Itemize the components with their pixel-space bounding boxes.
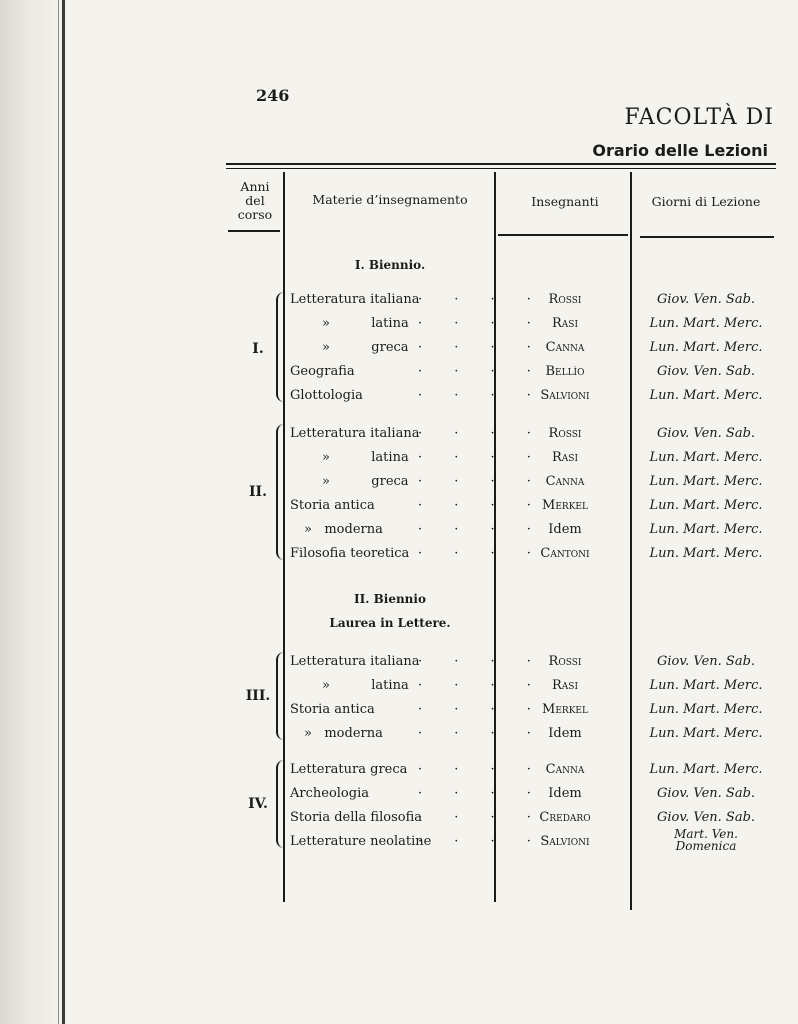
- subject-cell: » latina: [322, 678, 409, 693]
- section-laurea: Laurea in Lettere.: [329, 616, 451, 630]
- leader-dots: · · · ·: [418, 292, 545, 307]
- teacher-cell: Rasi: [551, 678, 578, 693]
- days-line-1: Mart. Ven.: [674, 827, 738, 841]
- leader-dots: · · · ·: [418, 654, 545, 669]
- subject-cell: Filosofia teoretica: [290, 546, 410, 561]
- subject-cell: Geografia: [290, 364, 355, 379]
- days-cell: Lun. Mart. Merc.: [649, 726, 763, 741]
- days-cell: Giov. Ven. Sab.: [656, 786, 756, 801]
- subject-cell: » latina: [322, 316, 409, 331]
- subject-cell: Letteratura greca: [290, 762, 408, 777]
- teacher-cell: Salvioni: [540, 834, 590, 849]
- table-row: [0, 474, 798, 496]
- leader-dots: · · · ·: [418, 364, 545, 379]
- leader-dots: · · · ·: [418, 316, 545, 331]
- days-cell: Giov. Ven. Sab.: [656, 654, 756, 669]
- subject-cell: Storia antica: [290, 498, 375, 513]
- leader-dots: · · · ·: [418, 726, 545, 741]
- teacher-cell: Idem: [548, 522, 582, 537]
- days-cell: Lun. Mart. Merc.: [649, 702, 763, 717]
- days-cell: Lun. Mart. Merc.: [649, 388, 763, 403]
- header-rule-days: [640, 236, 774, 238]
- header-rule-teacher: [498, 234, 628, 236]
- subject-cell: Glottologia: [290, 388, 363, 403]
- year-label-2: II.: [249, 484, 267, 500]
- leader-dots: · · · ·: [418, 522, 545, 537]
- subject-cell: » greca: [322, 474, 409, 489]
- days-cell: Giov. Ven. Sab.: [656, 810, 756, 825]
- subject-cell: » moderna: [304, 726, 383, 741]
- year-label-3: III.: [245, 688, 271, 704]
- teacher-cell: Salvioni: [540, 388, 590, 403]
- days-cell: Lun. Mart. Merc.: [649, 762, 763, 777]
- teacher-cell: Bellìo: [545, 364, 585, 379]
- teacher-cell: Idem: [548, 786, 582, 801]
- section-biennio-1: I. Biennio.: [354, 258, 426, 272]
- teacher-cell: Rossi: [548, 426, 582, 441]
- table-row: [0, 654, 798, 676]
- days-cell: Giov. Ven. Sab.: [656, 364, 756, 379]
- days-cell: [636, 828, 776, 852]
- table-row: [0, 364, 798, 386]
- table-row: [0, 316, 798, 338]
- leader-dots: · · · ·: [418, 678, 545, 693]
- days-cell: Lun. Mart. Merc.: [649, 522, 763, 537]
- teacher-cell: Canna: [545, 762, 585, 777]
- teacher-cell: Rasi: [551, 450, 578, 465]
- teacher-cell: Canna: [545, 340, 585, 355]
- teacher-cell: Merkel: [542, 702, 588, 717]
- leader-dots: · · · ·: [418, 546, 545, 561]
- table-row: [0, 702, 798, 724]
- teacher-cell: Canna: [545, 474, 585, 489]
- subject-cell: Letteratura italiana: [290, 654, 420, 669]
- teacher-cell: Credaro: [539, 810, 591, 825]
- teacher-cell: Cantoni: [540, 546, 590, 561]
- table-row: [0, 726, 798, 748]
- leader-dots: · · · ·: [418, 450, 545, 465]
- subject-cell: » latina: [322, 450, 409, 465]
- page-subtitle: Orario delle Lezioni: [592, 141, 768, 160]
- header-rule-year: [228, 230, 280, 232]
- subject-cell: Storia antica: [290, 702, 375, 717]
- leader-dots: · · · ·: [418, 498, 545, 513]
- table-row: [0, 827, 798, 856]
- table-row: [0, 786, 798, 808]
- table-row: [0, 522, 798, 544]
- teacher-cell: Rasi: [551, 316, 578, 331]
- header-year: Anni del corso: [237, 179, 273, 222]
- header-teacher: Insegnanti: [531, 194, 599, 209]
- days-cell: Lun. Mart. Merc.: [649, 678, 763, 693]
- leader-dots: · · · ·: [418, 340, 545, 355]
- leader-dots: · · · ·: [418, 426, 545, 441]
- header-days: Giorni di Lezione: [651, 194, 761, 209]
- days-cell: Giov. Ven. Sab.: [656, 426, 756, 441]
- top-rule-thick: [226, 163, 776, 165]
- days-cell: Lun. Mart. Merc.: [649, 450, 763, 465]
- teacher-cell: Merkel: [542, 498, 588, 513]
- table-row: [0, 546, 798, 568]
- leader-dots: · · · ·: [418, 474, 545, 489]
- header-subject: Materie d’insegnamento: [312, 192, 468, 207]
- year-label-1: I.: [252, 341, 264, 357]
- days-cell: Lun. Mart. Merc.: [649, 498, 763, 513]
- year-label-4: IV.: [248, 796, 268, 812]
- table-row: [0, 762, 798, 784]
- days-cell: Lun. Mart. Merc.: [649, 340, 763, 355]
- top-rule-thin: [226, 168, 776, 169]
- section-biennio-2: II. Biennio: [354, 592, 426, 606]
- subject-cell: Letterature neolatine: [290, 834, 432, 849]
- leader-dots: · · · ·: [418, 388, 545, 403]
- table-row: [0, 340, 798, 362]
- days-line-2: Domenica: [675, 839, 737, 853]
- subject-cell: Storia della filosofia: [290, 810, 422, 825]
- page-title: FACOLTÀ DI: [624, 105, 774, 130]
- table-row: [0, 292, 798, 314]
- leader-dots: · · · ·: [418, 810, 545, 825]
- leader-dots: · · · ·: [418, 786, 545, 801]
- days-cell: Lun. Mart. Merc.: [649, 546, 763, 561]
- table-row: [0, 388, 798, 410]
- table-row: [0, 426, 798, 448]
- days-cell: Giov. Ven. Sab.: [656, 292, 756, 307]
- table-row: [0, 450, 798, 472]
- subject-cell: » greca: [322, 340, 409, 355]
- subject-cell: Letteratura italiana: [290, 426, 420, 441]
- table-row: [0, 498, 798, 520]
- leader-dots: · · · ·: [418, 762, 545, 777]
- teacher-cell: Idem: [548, 726, 582, 741]
- leader-dots: · · · ·: [418, 834, 545, 849]
- days-cell: Lun. Mart. Merc.: [649, 474, 763, 489]
- teacher-cell: Rossi: [548, 654, 582, 669]
- leader-dots: · · · ·: [418, 702, 545, 717]
- teacher-cell: Rossi: [548, 292, 582, 307]
- days-cell: Lun. Mart. Merc.: [649, 316, 763, 331]
- page-number: 246: [256, 86, 290, 105]
- subject-cell: Letteratura italiana: [290, 292, 420, 307]
- table-row: [0, 678, 798, 700]
- subject-cell: Archeologia: [290, 786, 369, 801]
- subject-cell: » moderna: [304, 522, 383, 537]
